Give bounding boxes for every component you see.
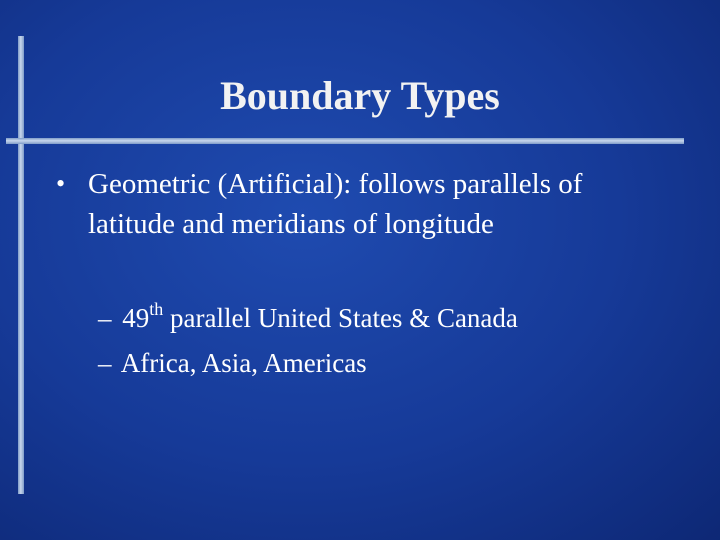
sub-item-text: parallel United States & Canada bbox=[170, 303, 518, 333]
slide-title: Boundary Types bbox=[220, 73, 500, 118]
sub-item-number: 49 bbox=[122, 303, 150, 333]
bullet-text: Geometric (Artificial): follows parallels of latitude and meridians of longitude bbox=[88, 168, 583, 240]
sub-item-dash: – bbox=[98, 303, 112, 333]
sub-item-superscript: th bbox=[149, 299, 164, 319]
bullet-item bbox=[56, 164, 656, 244]
sub-item-dash: – bbox=[98, 348, 112, 378]
sub-item-text: Africa, Asia, Americas bbox=[120, 348, 367, 378]
horizontal-rule bbox=[6, 138, 684, 144]
sub-item-regions bbox=[98, 345, 367, 381]
bullet-marker: • bbox=[56, 169, 66, 198]
sub-item-49th-parallel bbox=[98, 300, 518, 336]
